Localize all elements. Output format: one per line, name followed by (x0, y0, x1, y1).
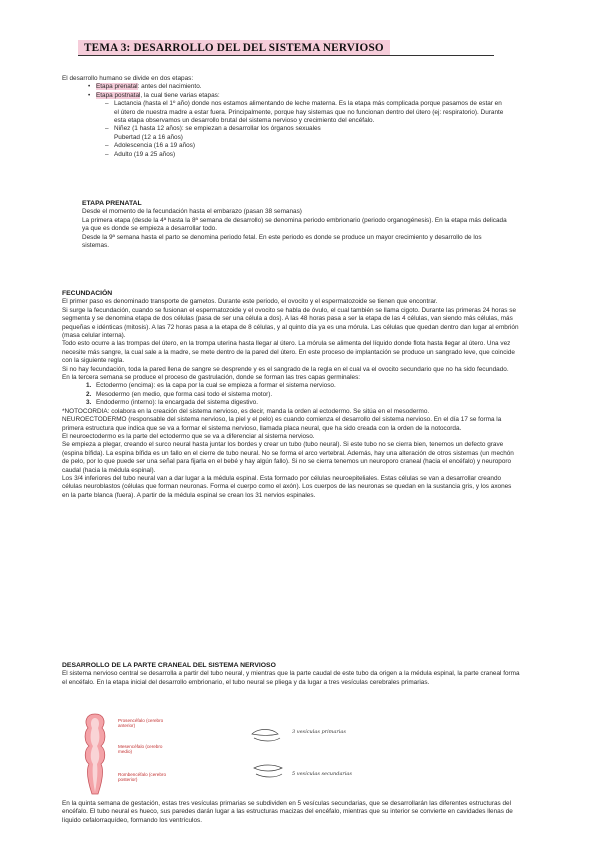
paragraph: Desde el momento de la fecundación hasta el embarazo (pasan 38 semanas) (82, 208, 302, 216)
stage-text: : antes del nacimiento. (137, 83, 202, 91)
list-item: – Adolescencia (16 a 19 años) (104, 142, 508, 150)
paragraph: En la quinta semana de gestación, estas tres vesículas primarias se subdividen en 5 vesículas secundarias, que se desarrollarán las diferentes estructuras del encéfalo. El tubo neural es hueco, sus paredes darán lugar a las estructuras macizas del encéfalo, mientras que su interior se convierte en cavidades llenas de líquido cefalorraquídeo, formando los ventrículos. (62, 800, 513, 824)
germ-layer-list (86, 382, 520, 407)
list-item (86, 382, 520, 390)
list-item (86, 83, 508, 91)
list-item: – Niñez (1 hasta 12 años): se empiezan a desarrollar los órganos sexuales (104, 125, 508, 133)
paragraph: NEUROECTODERMO (responsable del sistema nervioso, la piel y el pelo) es cuando comienza el desarrollo del sistema nervioso. En el día 17 se forma la primera estructura que indica que se va a formar el sistema nervioso, llamada placa neural, que ha sido creada con la orden de la notocorda. (62, 416, 502, 432)
list-item (86, 92, 508, 100)
paragraph: Se empieza a plegar, creando el surco neural hasta juntar los bordes y crear un tubo (tubo neural). Si este tubo no se cierra bien, tenemos un defecto grave (espina bífida). La espina bífida es un fallo en el cierre de tubo neural. No se forma el arco vertebral. Además, hay una alteración de otros sistemas (un mechón de pelo, por lo que puede ser una señal para fijarla en el bebé y hay algún fallo). Si no se cierra tenemos un neuroporo craneal (hacia el encéfalo) y neuroporo caudal (hacia la médula espinal). (62, 441, 514, 474)
neural-tube-figure (80, 712, 500, 796)
note-primary: 3 vesículas primarias (292, 729, 346, 735)
section-heading: DESARROLLO DE LA PARTE CRANEAL DEL SISTEMA NERVIOSO (62, 662, 276, 669)
item-number: 2. (86, 390, 92, 398)
paragraph: Desde la 9ª semana hasta el parto se denomina periodo fetal. En este periodo es donde se produce un mayor crecimiento y desarrollo de los sistemas. (82, 233, 482, 250)
list-item (86, 391, 520, 399)
item-text: Ectodermo (encima): es la capa por la cual se empieza a formar el sistema nervioso. (96, 382, 336, 390)
closing-section (62, 800, 522, 825)
craneal-section (62, 662, 520, 687)
title-area (78, 40, 498, 56)
vesicle-sketch (248, 724, 288, 784)
paragraph: *NOTOCORDIA: colabora en la creación del sistema nervioso, es decir, manda la orden al ectodermo. Se sitúa en el mesodermo. (62, 407, 430, 415)
figure-label-prosencefalo: Prosencéfalo (cerebro anterior) (118, 718, 164, 729)
paragraph: Si surge la fecundación, cuando se fusionan el espermatozoide y el ovocito se habla de óvulo, el cual también se llama cigoto. Durante las primeras 24 horas se segmenta y se denomina etapa de dos células (pasa de ser una célula a dos). A las 48 horas pasa a ser la etapa de las 4 células, van siendo más células, más pequeñas e idénticas (mitosis). A las 72 horas pasa a la etapa de 8 células, y al quinto día ya es una mórula. Las células que quedan dentro dan lugar al embrión (masa celular interna). (62, 306, 519, 340)
postnatal-list (104, 100, 508, 159)
stage-list (86, 83, 508, 100)
list-item: – Adulto (19 a 25 años) (104, 151, 508, 159)
fecundacion-section (62, 290, 520, 500)
item-number: 1. (86, 382, 92, 390)
list-item: – Lactancia (hasta el 1º año) donde nos estamos alimentando de leche materna. Es la etapa más complicada porque pasamos de estar en el útero de nuestra madre a estar fuera. Principalmente, porque hay sistemas que no funcionan dentro del útero (ej: respiratorio). Durante esta etapa observamos un desarrollo brutal del sistema nervioso y crecimiento del encéfalo. (104, 100, 508, 125)
intro-lead: El desarrollo humano se divide en dos etapas: (62, 75, 194, 82)
item-text: Mesodermo (en medio, que forma casi todo el sistema motor). (96, 390, 273, 398)
intro-section (62, 75, 508, 159)
list-item: Pubertad (12 a 16 años) (114, 133, 183, 141)
paragraph: Todo esto ocurre a las trompas del útero, en la trompa uterina hasta llegar al útero. La mórula se alimenta del líquido donde flota hasta llegar al útero. Una vez necesite más sangre, la cual sale a la madre, se mete dentro de la pared del útero. En este proceso de implantación se produce un sangrado leve, que coincide con la siguiente regla. (62, 340, 515, 365)
figure-label-rombencefalo: Rombencéfalo (cerebro posterior) (118, 772, 167, 783)
prenatal-section (82, 200, 510, 250)
paragraph: Si no hay fecundación, toda la pared llena de sangre se desprende y es el sangrado de la regla en el cual va el ovocito secundario que no ha sido fecundado. (62, 365, 509, 373)
list-item (86, 399, 520, 407)
stage-label: Etapa prenatal (96, 83, 138, 91)
paragraph: Los 3/4 inferiores del tubo neural van a dar lugar a la médula espinal. Esta formado por células neuroepiteliales. Estas células se van a desarrollar creando células neuroblastos (células que forman neuronas. Forma el cuerpo como el axón). Los cuerpos de las neuronas se quedan en la sustancia gris, y los axones en la parte blanca (fuera). A partir de la médula espinal se crean los 31 nervios espinales. (62, 474, 512, 499)
note-secondary: 5 vesículas secundarias (292, 771, 352, 777)
paragraph: La primera etapa (desde la 4ª hasta la 8ª semana de desarrollo) se denomina periodo embrionario (periodo organogénesis). En la etapa más delicada ya que es donde se empieza a desarrollar todo. (82, 216, 507, 233)
item-number: 3. (86, 399, 92, 407)
paragraph: El sistema nervioso central se desarrolla a partir del tubo neural, y mientras que la parte caudal de este tubo da origen a la médula espinal, la parte craneal forma el encéfalo. En la etapa inicial del desarrollo embrionario, el tubo neural se pliega y da lugar a tres vesículas cerebrales primarias. (62, 670, 520, 686)
neural-tube-drawing (80, 712, 110, 796)
section-heading: FECUNDACIÓN (62, 290, 113, 297)
paragraph: En la tercera semana se produce el proceso de gastrulación, donde se forman las tres capas germinales: (62, 374, 361, 382)
paragraph: El primer paso es denominado transporte de gametos. Durante este periodo, el ovocito y el espermatozoide se tienen que encontrar. (62, 298, 438, 306)
stage-label: Etapa postnatal (96, 91, 141, 99)
paragraph: El neuroectodermo es la parte del ectodermo que se va a diferenciar al sistema nervioso. (62, 432, 315, 440)
stage-text: , la cual tiene varias etapas: (140, 91, 220, 99)
figure-label-mesencefalo: Mesencéfalo (cerebro medio) (118, 744, 163, 755)
item-text: Endodermo (interno): la encargada del sistema digestivo. (96, 399, 258, 407)
title-underline (78, 55, 494, 56)
page-title: TEMA 3: DESARROLLO DEL DEL SISTEMA NERVIOSO (78, 40, 390, 56)
section-heading: ETAPA PRENATAL (82, 200, 142, 207)
